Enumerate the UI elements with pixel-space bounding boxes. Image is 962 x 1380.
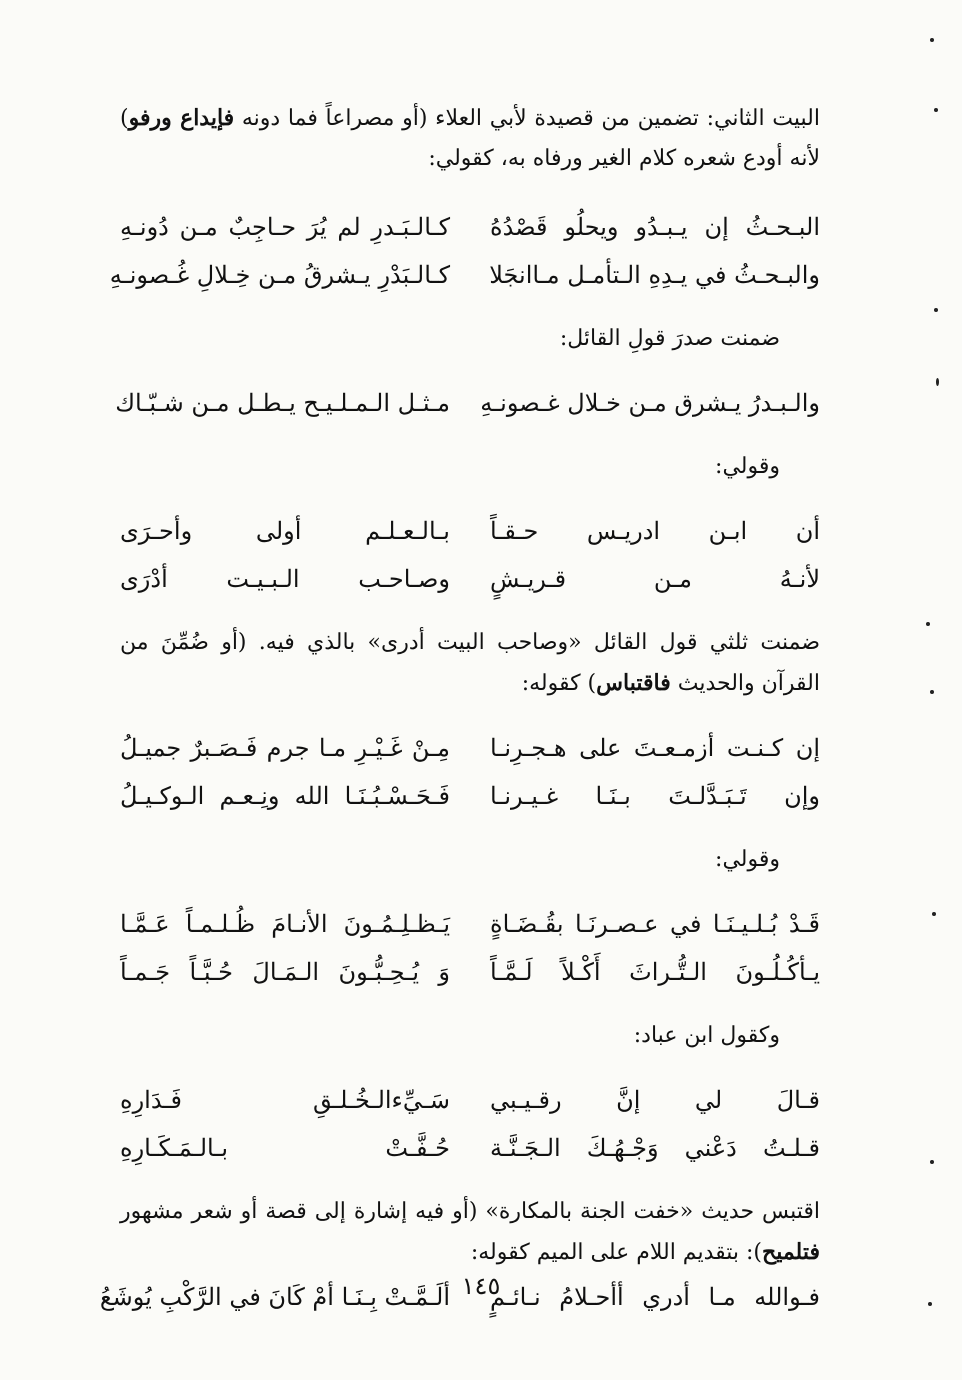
poem-3	[120, 507, 820, 603]
hemistich-right: يـأكُـلُـونَ الـتُّـراثَ أَكْـلاً لَـمَّـاً	[490, 958, 820, 986]
hemistich-right: قَـدْ بُـلـيـنَـا في عـصـرنَـا بقُـضَـاةٍ	[490, 910, 820, 938]
page-body	[99, 98, 820, 1321]
paragraph-text: ): بتقديم اللام على الميم كقوله:	[470, 1240, 762, 1265]
hemistich-left: يَـظـلِـمُـونَ الأنـامَ ظُـلـمـاً عَـمَّـا	[120, 910, 450, 938]
term-iqtibas: فاقتباس	[596, 670, 671, 696]
poem-6	[120, 1076, 820, 1172]
hemistich-left: ألَـمَّـتْ بِـنَـا أمْ كَانَ في الرَّكْبِ يُوشَعُ	[99, 1283, 450, 1311]
hemistich-right: فـوالله مـا أدري أأحـلامُ نـائـمٍ	[490, 1283, 820, 1311]
hemistich-right: لأنـهُ مـن قـريـشٍ	[490, 565, 820, 593]
scan-speck	[930, 690, 934, 694]
verse	[120, 555, 820, 603]
verse	[120, 203, 820, 251]
verse	[120, 1076, 820, 1124]
term-ibdaa: فإيداع ورفو	[128, 105, 235, 131]
verse	[120, 724, 820, 772]
intro-line: وقولي:	[715, 847, 780, 872]
scan-speck	[926, 622, 930, 626]
hemistich-left: كـالـبَدْرِ يـشرقُ مـن خِـلالِ غُـصونـهِ	[109, 261, 450, 289]
hemistich-right: أن ابـن ادريـس حـقـاً	[490, 517, 820, 545]
hemistich-left: بـالـعـلـم أولى وأحـرَى	[120, 517, 450, 545]
verse	[120, 507, 820, 555]
hemistich-right: والـبـدرُ يـشرق مـن خـلال غـصونـهِ	[480, 389, 820, 417]
scan-speck	[928, 1302, 932, 1306]
hemistich-left: فَـحَـسْـبُـنَـا الله ونِـعـم الـوكـيـلُ	[120, 782, 450, 810]
hemistich-left: سَـيِّءالـخُـلـقِ فَـدَارِهِ	[120, 1086, 450, 1114]
hemistich-right: وإن تَـبَـدَّلـتَ بـنَـا غـيـرنـا	[490, 782, 820, 810]
poem-1	[109, 203, 820, 299]
poem-4	[120, 724, 820, 820]
paragraph-text: ضمنت ثلثي قول القائل «وصاحب البيت أدرى» بالذي فيه. (أو ضُمِّنَ من القرآن والحديث	[120, 630, 820, 696]
paragraph-iqtibas	[120, 623, 820, 704]
verse	[115, 379, 820, 427]
verse	[109, 251, 820, 299]
verse	[120, 772, 820, 820]
scan-speck	[932, 912, 936, 916]
hemistich-right: قـلـتُ دَعْني وَجْـهُـكَ الـجَـنَّـة	[490, 1134, 820, 1162]
paragraph-badi-ibdaa	[120, 98, 820, 179]
verse	[120, 948, 820, 996]
term-talmih: فتلميح	[762, 1239, 820, 1265]
hemistich-right: البـحـثُ إن يـبـدُو ويحلُو قَصْدُهُ	[490, 213, 820, 241]
paragraph-text: اقتبس حديث «خفت الجنة بالمكارة» (أو فيه إشارة إلى قصة أو شعر مشهور	[120, 1199, 820, 1224]
hemistich-left: مِـنْ غَـيْـرِ مـا جرم فَـصَـبرٌ جميـلُ	[120, 734, 450, 762]
intro-line: وكقول ابن عباد:	[633, 1023, 780, 1048]
poem-5	[120, 900, 820, 996]
hemistich-left: وصـاحـب الـبـيـت أدْرَى	[120, 565, 450, 593]
scan-speck	[934, 308, 938, 312]
verse	[120, 900, 820, 948]
paragraph-talmih	[120, 1192, 820, 1273]
scan-speck	[936, 378, 939, 386]
hemistich-right: إن كـنـت أزمـعـتَ على هـجـرِنـا	[490, 734, 820, 762]
hemistich-right: والبـحـثُ في يـدِهِ الـتأمـل مـاانجَلا	[489, 261, 820, 289]
hemistich-left: حُـفَّـتْ بـالـمَـكَـارِهِ	[120, 1134, 450, 1162]
hemistich-left: مـثـل الـمـلـيـح يـطـل مـن شـبّـاك	[115, 389, 450, 417]
hemistich-right: قـالَ لي إنَّ رقـيـبي	[490, 1086, 820, 1114]
paragraph-text: ) كقوله:	[521, 671, 597, 696]
intro-line: ضمنت صدرَ قولِ القائل:	[559, 326, 780, 351]
poem-2	[115, 379, 820, 427]
scan-speck	[930, 1160, 934, 1164]
scan-speck	[934, 108, 938, 112]
intro-line: وقولي:	[715, 454, 780, 479]
paragraph-text: ) لأنه أودع شعره كلام الغير ورفاه به، كقولي:	[120, 106, 820, 171]
page-number: ١٤٥	[461, 1272, 501, 1300]
scan-speck	[930, 38, 934, 42]
hemistich-left: وَ يُـحِـبُّـونَ الـمَـالَ حُـبَّـاً جَـمـاً	[120, 958, 450, 986]
paragraph-text: البيت الثاني: تضمين من قصيدة لأبي العلاء (أو مصراعاً فما دونه	[234, 106, 820, 131]
verse	[120, 1124, 820, 1172]
hemistich-left: كـالـبَـدرِ لم يُرَ حـاجِبٌ مـن دُونـهِ	[120, 213, 450, 241]
